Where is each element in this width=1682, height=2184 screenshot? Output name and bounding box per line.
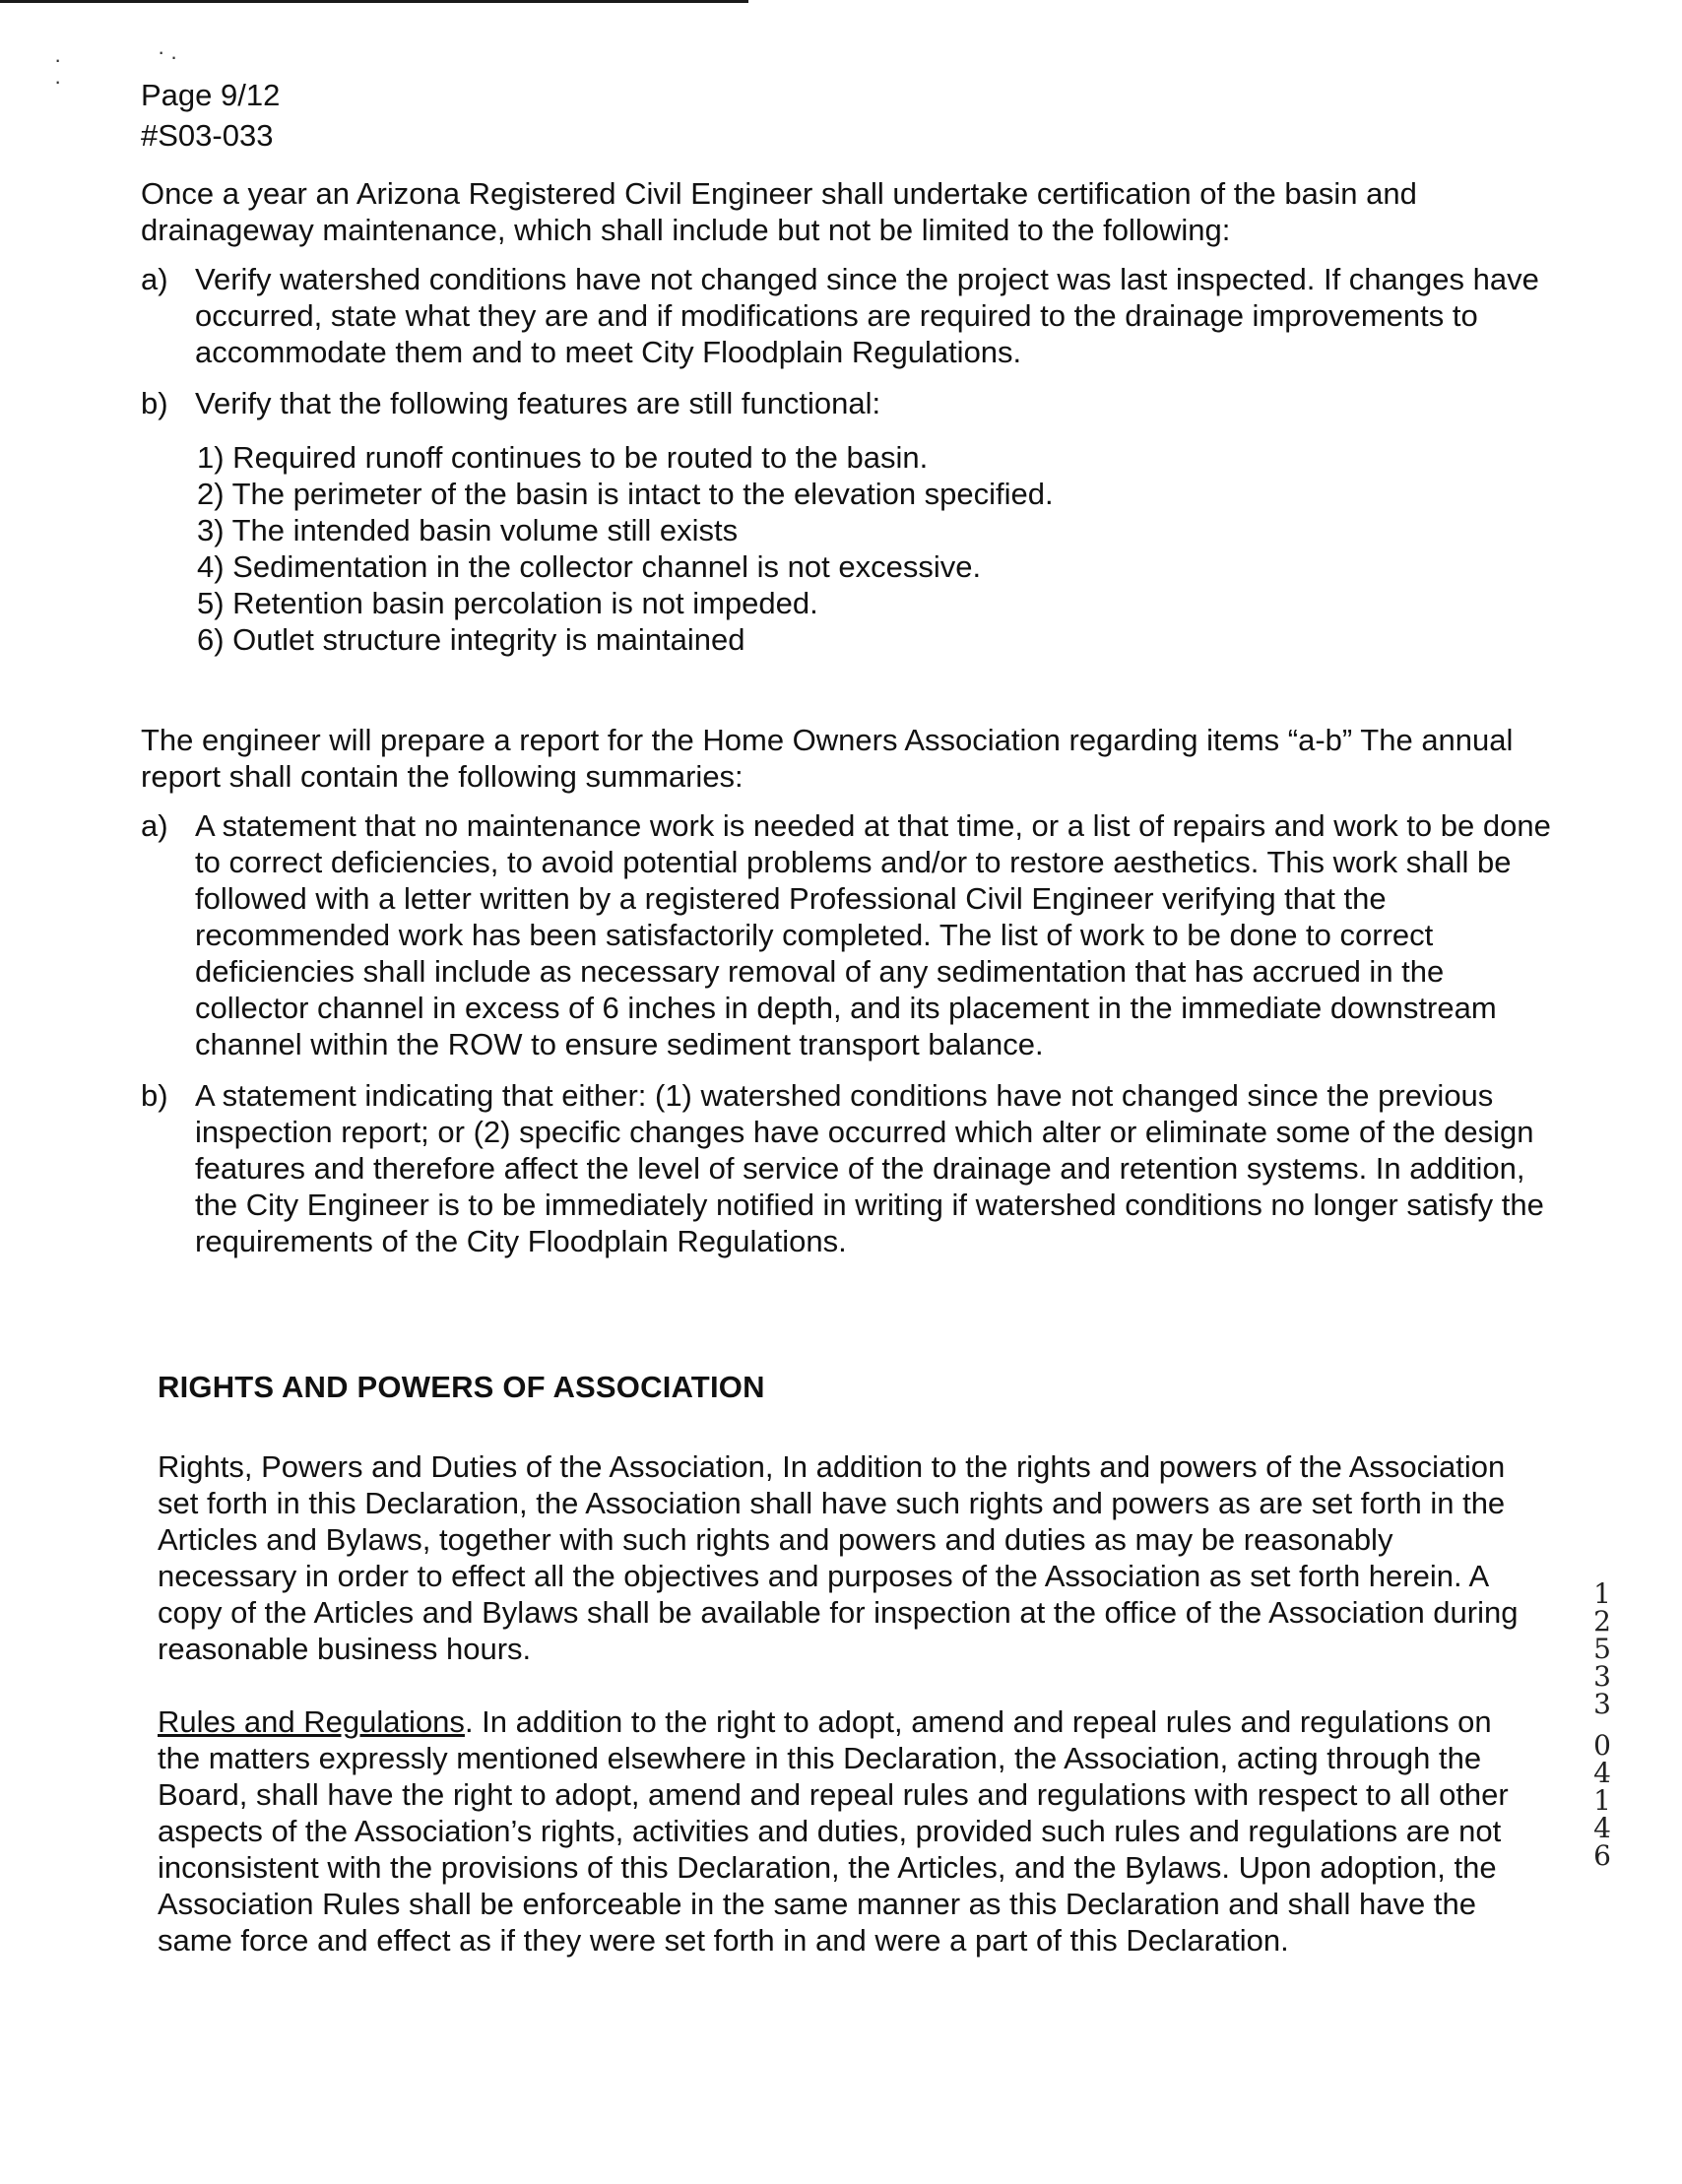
list-item: 1) Required runoff continues to be routed to the basin. bbox=[197, 440, 929, 475]
list-item: 2) The perimeter of the basin is intact to the elevation specified. bbox=[197, 477, 1054, 511]
stamp-char: 1 bbox=[1593, 1784, 1611, 1817]
document-number: #S03-033 bbox=[141, 118, 274, 153]
recording-number-stamp bbox=[1587, 1577, 1617, 1872]
stamp-char: 3 bbox=[1593, 1660, 1611, 1693]
annual-report-section bbox=[141, 722, 1551, 1259]
item-text: A statement indicating that either: (1) watershed conditions have not changed since the previous inspection report; or (2) specific changes have occurred which alter or eliminate some of the design features and therefore affect the level of service of the drainage and retention systems. In addition, the City Engineer is to be immediately notified in writing if watershed conditions no longer satisfy the requirements of the City Floodplain Regulations. bbox=[195, 1078, 1544, 1258]
section-heading: RIGHTS AND POWERS OF ASSOCIATION bbox=[158, 1370, 765, 1404]
rules-text: . In addition to the right to adopt, amend and repeal rules and regulations on the matters expressly mentioned elsewhere in this Declaration, the Association, acting through the Board, shall have the right to adopt, amend and repeal rules and regulations with respect to all other aspects of the Association’s rights, activities and duties, provided such rules and regulations are not inconsistent with the provisions of this Declaration, the Articles, and the Bylaws. Upon adoption, the Association Rules shall be enforceable in the same manner as this Declaration and shall have the same force and effect as if they were set forth in and were a part of this Declaration. bbox=[158, 1704, 1509, 1958]
item-text: A statement that no maintenance work is needed at that time, or a list of repairs and work to be done to correct deficiencies, to avoid potential problems and/or to restore aesthetics. This work shall be followed with a letter written by a registered Professional Civil Engineer verifying that the recommended work has been satisfactorily completed. The list of work to be done to correct deficiencies shall include as necessary removal of any sedimentation that has accrued in the collector channel in excess of 6 inches in depth, and its placement in the immediate downstream channel within the ROW to ensure sediment transport balance. bbox=[195, 808, 1551, 1061]
rights-section bbox=[158, 1369, 1536, 1959]
stamp-char: 3 bbox=[1593, 1688, 1611, 1720]
stamp-char: 4 bbox=[1593, 1812, 1611, 1844]
functional-features-list bbox=[141, 439, 1539, 658]
page-header bbox=[141, 75, 280, 156]
stamp-char: 1 bbox=[1593, 1577, 1611, 1610]
item-text: Verify that the following features are still functional: bbox=[195, 386, 881, 420]
item-label: a) bbox=[141, 808, 168, 843]
stamp-char: 0 bbox=[1593, 1729, 1611, 1762]
certification-item-a bbox=[141, 261, 1539, 370]
stamp-char: 4 bbox=[1593, 1757, 1611, 1789]
certification-item-b bbox=[141, 385, 1539, 421]
list-item: 3) The intended basin volume still exists bbox=[197, 513, 739, 547]
stamp-char: 5 bbox=[1593, 1633, 1611, 1665]
list-item: 5) Retention basin percolation is not impeded. bbox=[197, 586, 818, 620]
stamp-char: 6 bbox=[1593, 1839, 1611, 1872]
item-label: a) bbox=[141, 262, 168, 296]
report-intro: The engineer will prepare a report for the Home Owners Association regarding items “a-b” The annual report shall contain the following summaries: bbox=[141, 723, 1514, 794]
report-item-b bbox=[141, 1077, 1574, 1259]
report-item-a bbox=[141, 807, 1554, 1062]
certification-intro: Once a year an Arizona Registered Civil Engineer shall undertake certification of the basin and drainageway maintenance, which shall include but not be limited to the following: bbox=[141, 176, 1417, 247]
rules-title: Rules and Regulations bbox=[158, 1704, 465, 1739]
stamp-char: 2 bbox=[1593, 1605, 1611, 1638]
scan-marks: · · bbox=[54, 47, 62, 94]
item-text: Verify watershed conditions have not changed since the project was last inspected. If changes have occurred, state what they are and if modifications are required to the drainage improvements to accommodate them and to meet City Floodplain Regulations. bbox=[195, 262, 1539, 369]
item-label: b) bbox=[141, 1078, 168, 1113]
page-number: Page 9/12 bbox=[141, 78, 281, 112]
certification-section bbox=[141, 175, 1539, 658]
list-item: 6) Outlet structure integrity is maintained bbox=[197, 622, 745, 657]
rights-paragraph: Rights, Powers and Duties of the Association, In addition to the rights and powers of the Association set forth in this Declaration, the Association shall have such rights and powers as are set forth in the Articles and Bylaws, together with such rights and powers and duties as may be reasonably necessary in order to effect all the objectives and purposes of the Association as set forth herein. A copy of the Articles and Bylaws shall be available for inspection at the office of the Association during reasonable business hours. bbox=[158, 1449, 1519, 1666]
list-item: 4) Sedimentation in the collector channel is not excessive. bbox=[197, 549, 982, 584]
item-label: b) bbox=[141, 386, 168, 420]
rules-paragraph bbox=[158, 1703, 1536, 1959]
scan-marks-top: · . bbox=[158, 39, 177, 64]
scan-edge-line bbox=[0, 0, 748, 3]
